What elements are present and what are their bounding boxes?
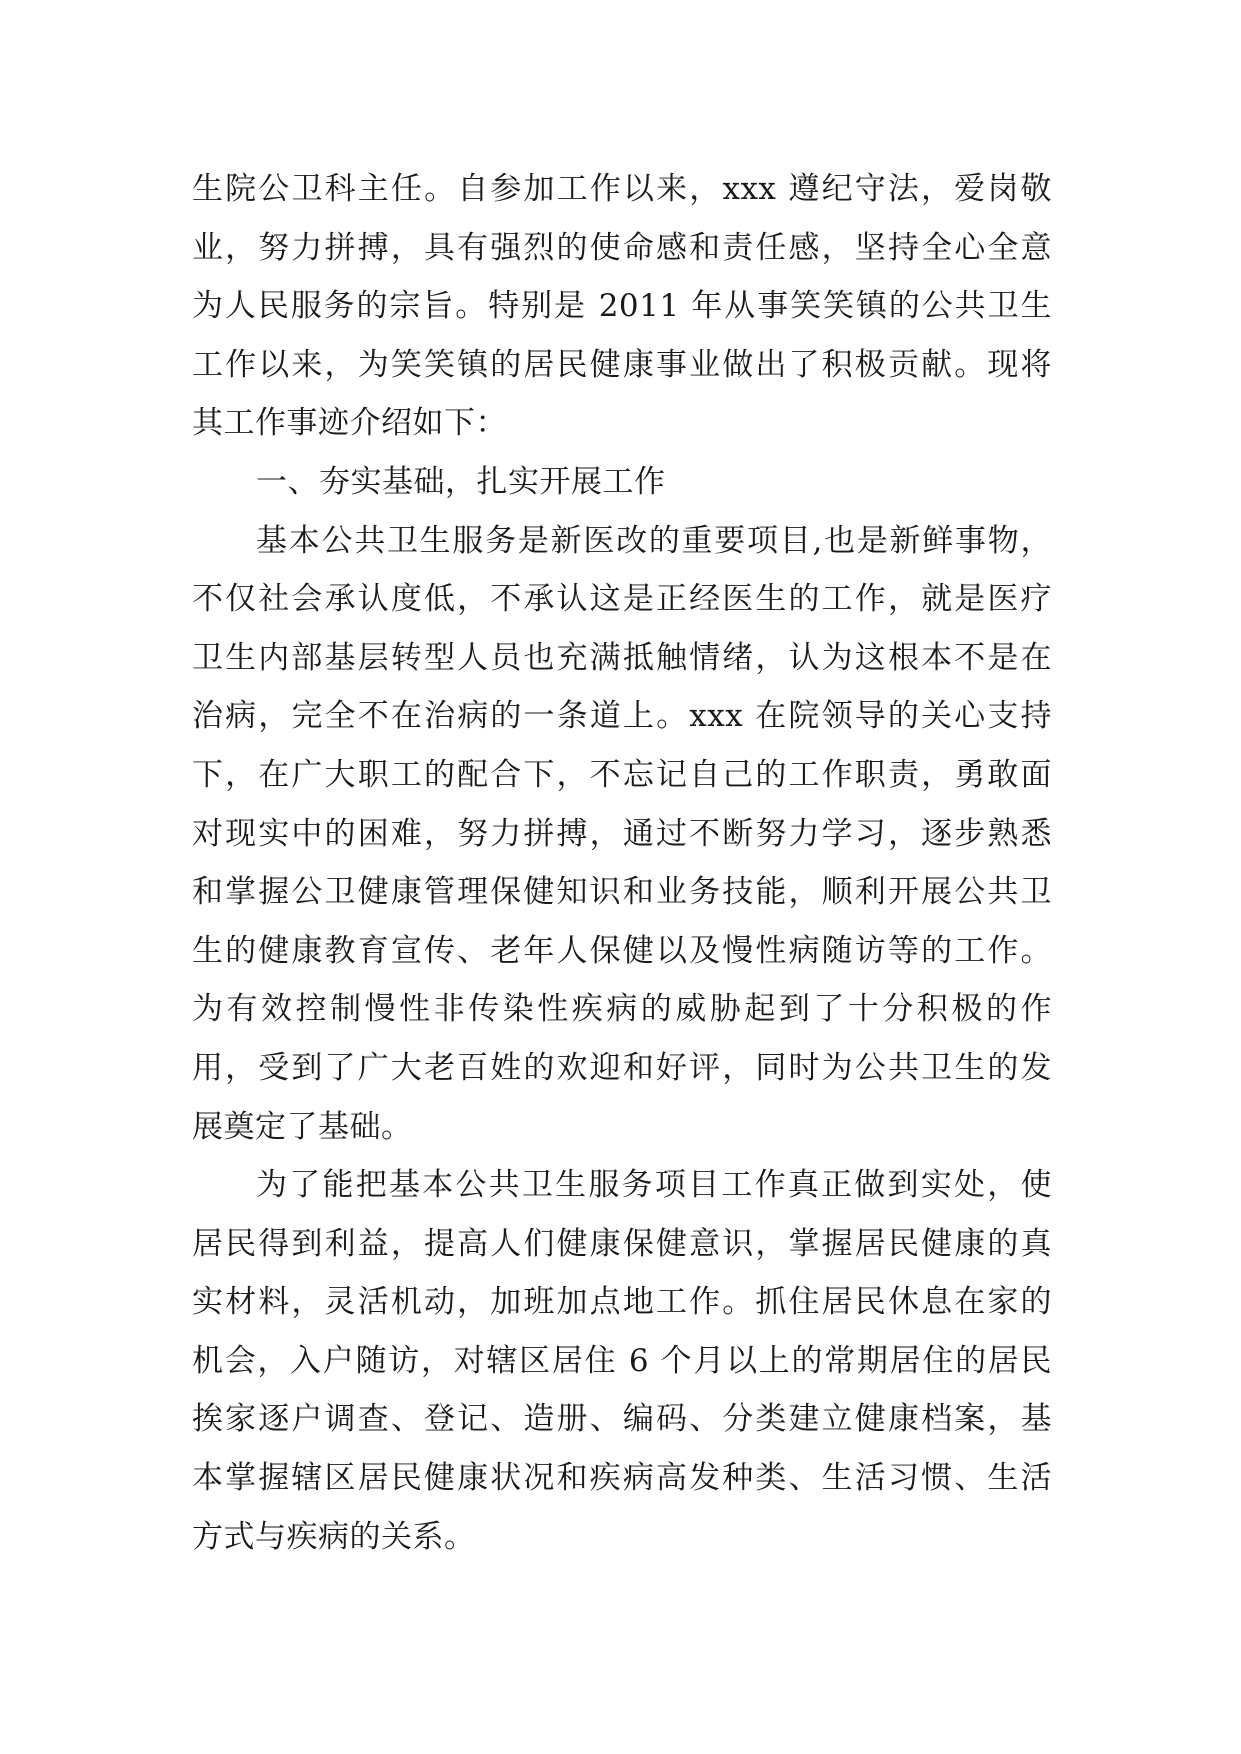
text-line: 本掌握辖区居民健康状况和疾病高发种类、生活习惯、生活 xyxy=(192,1460,1052,1497)
text-line: 下，在广大职工的配合下，不忘记自己的工作职责，勇敢面 xyxy=(192,756,1052,793)
text-line: 为有效控制慢性非传染性疾病的威胁起到了十分积极的作 xyxy=(192,991,1052,1028)
text-line: 实材料，灵活机动，加班加点地工作。抓住居民休息在家的 xyxy=(192,1284,1052,1321)
text-line: 机会，入户随访，对辖区居住 6 个月以上的常期居住的居民 xyxy=(192,1342,1052,1379)
text-line: 业，努力拼搏，具有强烈的使命感和责任感，坚持全心全意 xyxy=(192,229,1052,266)
text-line: 生院公卫科主任。自参加工作以来，xxx 遵纪守法，爱岗敬 xyxy=(192,171,1052,207)
text-line: 工作以来，为笑笑镇的居民健康事业做出了积极贡献。现将 xyxy=(192,346,1052,383)
text-line: 居民得到利益，提高人们健康保健意识，掌握居民健康的真 xyxy=(192,1225,1052,1262)
text-line: 基本公共卫生服务是新医改的重要项目,也是新鲜事物， xyxy=(256,522,1052,559)
text-line: 卫生内部基层转型人员也充满抵触情绪，认为这根本不是在 xyxy=(192,639,1052,676)
text-line: 治病，完全不在治病的一条道上。xxx 在院领导的关心支持 xyxy=(192,698,1052,735)
text-line: 挨家逐户调查、登记、造册、编码、分类建立健康档案，基 xyxy=(192,1401,1052,1438)
text-line: 对现实中的困难，努力拼搏，通过不断努力学习，逐步熟悉 xyxy=(192,815,1052,852)
text-line: 其工作事迹介绍如下： xyxy=(192,405,507,442)
text-line: 方式与疾病的关系。 xyxy=(192,1518,476,1555)
section-heading: 一、夯实基础，扎实开展工作 xyxy=(256,463,666,500)
text-line: 用，受到了广大老百姓的欢迎和好评，同时为公共卫生的发 xyxy=(192,1049,1052,1086)
text-line: 生的健康教育宣传、老年人保健以及慢性病随访等的工作。 xyxy=(192,932,1052,969)
body-text xyxy=(192,160,1052,1566)
text-line: 不仅社会承认度低，不承认这是正经医生的工作，就是医疗 xyxy=(192,581,1052,618)
text-line: 和掌握公卫健康管理保健知识和业务技能，顺利开展公共卫 xyxy=(192,874,1052,911)
text-line: 为人民服务的宗旨。特别是 2011 年从事笑笑镇的公共卫生 xyxy=(192,288,1052,325)
text-line: 展奠定了基础。 xyxy=(192,1108,413,1145)
text-line: 为了能把基本公共卫生服务项目工作真正做到实处，使 xyxy=(256,1167,1052,1204)
